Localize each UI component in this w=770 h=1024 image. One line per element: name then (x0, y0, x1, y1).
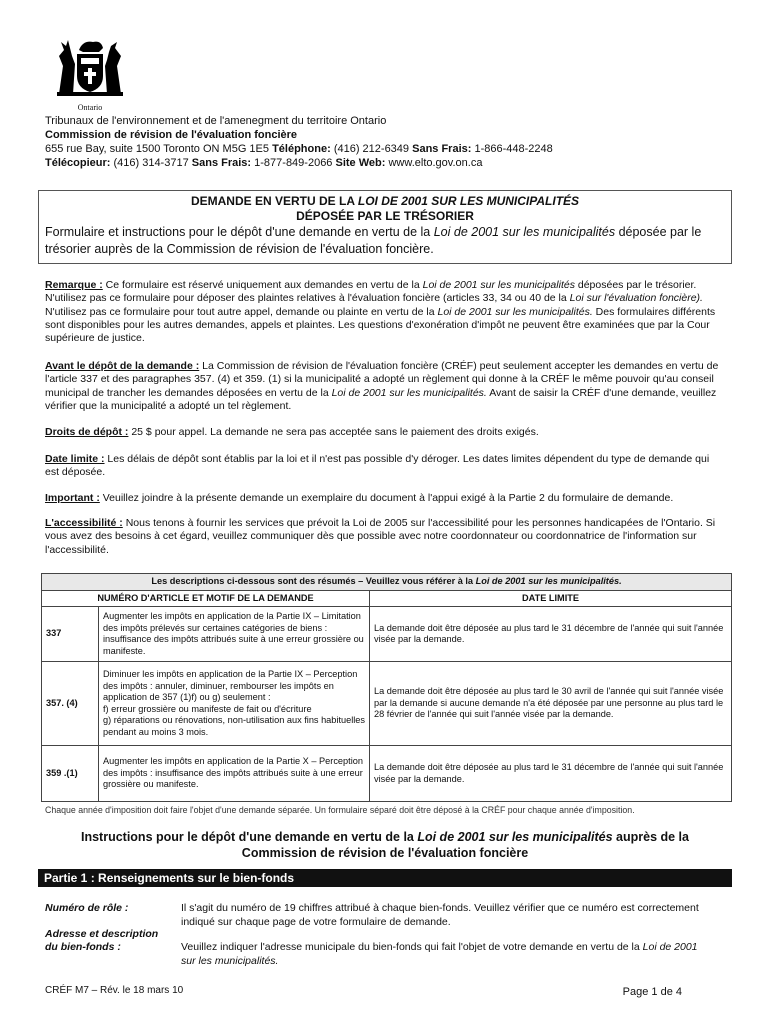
avant-law: Loi de 2001 sur les municipalités. (331, 386, 487, 399)
article-limite: La demande doit être déposée au plus tard le 30 avril de l'année qui suit l'année visée par la demande si aucune demande n'a été déposée par une personne au plus tard le 28 février de l'année qui suit l'année visée par la demande. (370, 662, 732, 746)
instructions-heading (38, 829, 732, 861)
remarque-l1-end: déposées par le trésorier. (574, 279, 697, 291)
desc-law: Loi de 2001 sur les municipalités (433, 225, 616, 239)
role-label: Numéro de rôle : (45, 902, 129, 914)
tollfree: 1-866-448-2248 (474, 143, 553, 155)
avant-depot-section (45, 360, 725, 413)
fax-tollfree: 1-877-849-2066 (254, 157, 333, 169)
adresse-text (181, 940, 701, 968)
form-title-text: DEMANDE EN VERTU DE LA (190, 194, 358, 208)
table-row (42, 746, 732, 802)
droits-label: Droits de dépôt : (45, 426, 129, 438)
contact-fax-line (45, 157, 482, 170)
table-note: Chaque année d'imposition doit faire l'objet d'une demande séparée. Un formulaire séparé doit être déposé à la CRÉF pour chaque année d'imposition. (45, 805, 635, 815)
contact-address-line (45, 143, 553, 156)
date-limite-section (45, 453, 725, 480)
summary-table (41, 573, 732, 802)
access-text: Nous tenons à fournir les services que prévoit la Loi de 2005 sur l'accessibilité pour les personnes handicapées de l'Ontario. Si vous avez des besoins à cet égard, veuillez communiquer dès que possible avec notre coordonnateur ou coordonnatrice de l'information sur l'accessibilité. (45, 517, 716, 556)
instructions-text-end: auprès de la (612, 830, 689, 844)
motif-g: g) réparations ou rénovations, non-utilisation aux fins habituelles pendant au moins 3 mois. (103, 715, 366, 737)
fax-tollfree-label: Sans Frais: (191, 157, 252, 169)
form-title (39, 194, 731, 209)
adresse-text-body: Veuillez indiquer l'adresse municipale du bien-fonds qui fait l'objet de votre demande en vertu de la (181, 941, 643, 953)
table-row (42, 662, 732, 746)
remarque-l3: N'utilisez pas ce formulaire pour tout autre appel, demande ou plainte en vertu de la (45, 305, 438, 318)
partie1-heading: Partie 1 : Renseignements sur le bien-fonds (38, 869, 732, 887)
article-motif (99, 662, 370, 746)
ministry-name: Tribunaux de l'environnement et de l'amenegment du territoire Ontario (45, 115, 387, 127)
form-subtitle: DÉPOSÉE PAR LE TRÉSORIER (296, 209, 474, 223)
table-caption-law: Loi de 2001 sur les municipalités. (475, 576, 622, 586)
commission-name: Commission de révision de l'évaluation foncière (45, 129, 298, 141)
form-title-law: LOI DE 2001 SUR LES MUNICIPALITÉS (357, 194, 580, 208)
date-text: Les délais de dépôt sont établis par la loi et il n'est pas possible d'y déroger. Les dates limites dépendent du type de demande qui est déposée. (45, 453, 710, 479)
droits-section (45, 426, 725, 439)
tollfree-label: Sans Frais: (412, 143, 472, 155)
address: 655 rue Bay, suite 1500 Toronto ON M5G 1E5 (45, 143, 270, 155)
table-row (42, 607, 732, 662)
avant-text: La Commission de révision de l'évaluation foncière (CRÉF) peut seulement accepter les demandes en vertu de l'article 337 et des paragraphes 357. (4) et 359. (1) si la municipalité a adopté un règlement qui donne à la CRÉF le même pouvoir qu'au conseil municipal de trancher les demandes déposées en vertu de la (45, 360, 719, 399)
remarque-l2: N'utilisez pas ce formulaire pour déposer des plaintes relatives à l'évaluation foncière (articles 33, 34 ou 40 de la (45, 292, 570, 305)
article-code: 337 (42, 607, 99, 662)
remarque-section (45, 279, 725, 345)
fax-label: Télécopieur: (45, 157, 111, 169)
article-limite: La demande doit être déposée au plus tard le 31 décembre de l'année qui suit l'année visée par la demande. (370, 607, 732, 662)
form-title-box (38, 190, 732, 264)
adresse-law: Loi de 2001 sur les municipalités. (181, 941, 698, 967)
avant-label: Avant le dépôt de la demande : (45, 360, 200, 372)
remarque-l3-law: Loi de 2001 sur les municipalités. (437, 305, 593, 318)
table-caption (42, 574, 732, 591)
adresse-label-line1: Adresse et description (45, 928, 159, 940)
important-label: Important : (45, 492, 100, 504)
form-description (39, 224, 731, 258)
access-label: L'accessibilité : (45, 517, 123, 529)
article-limite: La demande doit être déposée au plus tard le 31 décembre de l'année qui suit l'année visée par la demande. (370, 746, 732, 802)
phone: (416) 212-6349 (333, 143, 410, 155)
adresse-label-line2: du bien-fonds : (45, 941, 121, 953)
droits-text: 25 $ pour appel. La demande ne sera pas acceptée sans le paiement des droits exigés. (128, 426, 539, 438)
column-header-article: NUMÉRO D'ARTICLE ET MOTIF DE LA DEMANDE (42, 590, 370, 607)
instructions-line2: Commission de révision de l'évaluation foncière (241, 846, 529, 860)
accessibilite-section (45, 517, 725, 557)
motif-f: f) erreur grossière ou manifeste de fait ou d'écriture (103, 703, 312, 714)
adresse-label (45, 928, 158, 954)
instructions-law: Loi de 2001 sur les municipalités (417, 830, 613, 844)
fax: (416) 314-3717 (113, 157, 189, 169)
page-number: Page 1 de 4 (622, 986, 682, 998)
remarque-l2-law: Loi sur l'évaluation foncière). (569, 292, 703, 305)
motif-text: Diminuer les impôts en application de la Partie IX – Perception des impôts : annuler, diminuer, rembourser les impôts en application de 357 (1)f) ou g) seulement : (103, 669, 358, 702)
ontario-coat-of-arms-logo (55, 36, 125, 112)
remarque-label: Remarque : (45, 279, 103, 291)
remarque-l1: Ce formulaire est réservé uniquement aux demandes en vertu de la (102, 279, 423, 291)
column-header-date-limite: DATE LIMITE (370, 590, 732, 607)
date-label: Date limite : (45, 453, 105, 465)
desc-text: Formulaire et instructions pour le dépôt d'une demande en vertu de la (45, 225, 434, 239)
article-code: 357. (4) (42, 662, 99, 746)
web-label: Site Web: (335, 157, 386, 169)
article-motif: Augmenter les impôts en application de la Partie X – Perception des impôts : insuffisance des impôts attribués suite à une erreur grossière ou manifeste. (99, 746, 370, 802)
logo-caption: Ontario (77, 103, 103, 112)
important-text: Veuillez joindre à la présente demande un exemplaire du document à l'appui exigé à la Partie 2 du formulaire de demande. (99, 492, 674, 504)
remarque-l3-end: Des formulaires différents sont disponibles pour les autres demandes, appels et plaintes. Les questions d'exonération d'impôt ne peuvent être examinées que par la Cour supérieure de justice. (45, 305, 716, 345)
instructions-text: Instructions pour le dépôt d'une demande en vertu de la (80, 830, 418, 844)
desc-text-end: déposée par le trésorier auprès de la Commission de révision de l'évaluation foncière. (45, 225, 702, 256)
article-code: 359 .(1) (42, 746, 99, 802)
remarque-l1-law: Loi de 2001 sur les municipalités (422, 279, 575, 291)
web-url: www.elto.gov.on.ca (388, 157, 483, 169)
phone-label: Téléphone: (272, 143, 331, 155)
important-section (45, 492, 725, 505)
article-motif: Augmenter les impôts en application de la Partie IX – Limitation des impôts prélevés sur certaines catégories de biens : insuffisance des impôts attribués suite à une erreur grossière ou manifeste. (99, 607, 370, 662)
avant-text-end: Avant de saisir la CRÉF d'une demande, veuillez vérifier que la municipalité a adopté un tel règlement. (45, 386, 717, 412)
form-number: CRÉF M7 – Rév. le 18 mars 10 (45, 985, 184, 996)
role-text: Il s'agit du numéro de 19 chiffres attribué à chaque bien-fonds. Veuillez vérifier que ce numéro est correctement indiqué sur chaque page de votre formulaire de demande. (181, 902, 699, 928)
table-caption-text: Les descriptions ci-dessous sont des résumés – Veuillez vous référer à la (151, 576, 476, 586)
